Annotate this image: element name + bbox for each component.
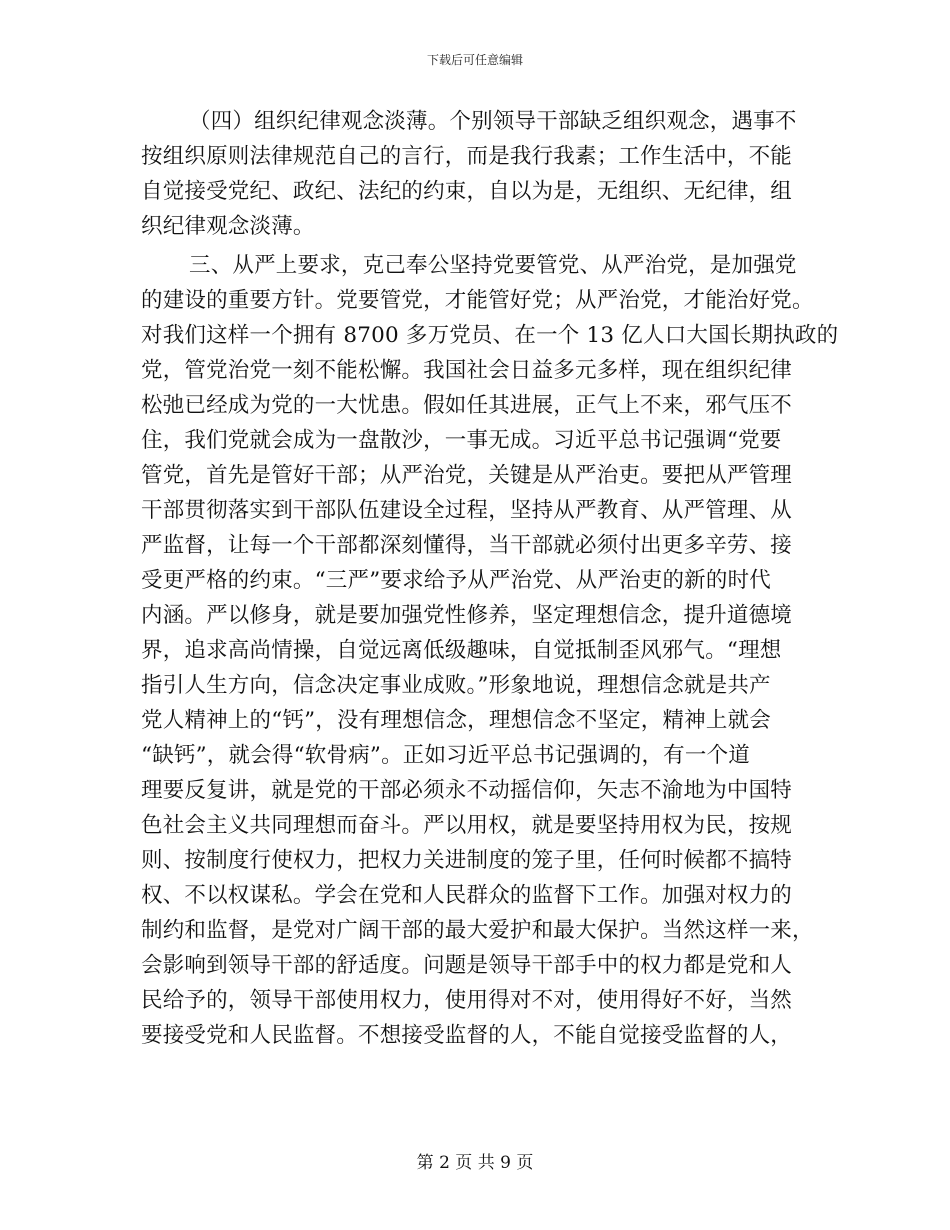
paragraph xyxy=(141,104,809,244)
text-line: 按组织原则法律规范自己的言行，而是我行我素；工作生活中，不能 xyxy=(141,144,793,169)
text-line: 党，管党治党一刻不能松懈。我国社会日益多元多样，现在组织纪律 xyxy=(141,358,793,383)
text-line: 管党，首先是管好干部；从严治党，关键是从严治吏。要把从严管理 xyxy=(141,463,793,488)
text-line: 织纪律观念淡薄。 xyxy=(141,214,315,239)
text-line: 党人精神上的“钙”，没有理想信念，理想信念不坚定，精神上就会 xyxy=(141,708,771,733)
text-line: 严监督，让每一个干部都深刻懂得，当干部就必须付出更多辛劳、接 xyxy=(141,533,793,558)
text-line: （四）组织纪律观念淡薄。个别领导干部缺乏组织观念，遇事不 xyxy=(189,109,797,134)
text-line: 的建设的重要方针。党要管党，才能管好党；从严治党，才能治好党。 xyxy=(141,288,814,313)
text-line: 松弛已经成为党的一大忧患。假如任其进展，正气上不来，邪气压不 xyxy=(141,393,793,418)
text-line: 对我们这样一个拥有 8700 多万党员、在一个 13 亿人口大国长期执政的 xyxy=(141,323,839,348)
text-line: 要接受党和人民监督。不想接受监督的人，不能自觉接受监督的人， xyxy=(141,1023,793,1048)
text-line: 界，追求高尚情操，自觉远离低级趣味，自觉抵制歪风邪气。“理想 xyxy=(141,638,782,663)
document-body xyxy=(141,104,839,1053)
text-line: 则、按制度行使权力，把权力关进制度的笼子里，任何时候都不搞特 xyxy=(141,848,793,873)
text-line: 色社会主义共同理想而奋斗。严以用权，就是要坚持用权为民，按规 xyxy=(141,813,793,838)
text-line: 受更严格的约束。“三严”要求给予从严治党、从严治吏的新的时代 xyxy=(141,568,771,593)
page-number: 第 2 页 共 9 页 xyxy=(416,1153,534,1173)
text-line: 制约和监督，是党对广阔干部的最大爱护和最大保护。当然这样一来， xyxy=(141,918,814,943)
text-line: 指引人生方向，信念决定事业成败。”形象地说，理想信念就是共产 xyxy=(141,673,771,698)
paragraph xyxy=(141,248,839,1053)
text-line: 权、不以权谋私。学会在党和人民群众的监督下工作。加强对权力的 xyxy=(141,883,793,908)
text-line: 自觉接受党纪、政纪、法纪的约束，自以为是，无组织、无纪律，组 xyxy=(141,179,793,204)
text-line: 会影响到领导干部的舒适度。问题是领导干部手中的权力都是党和人 xyxy=(141,953,793,978)
text-line: 内涵。严以修身，就是要加强党性修养，坚定理想信念，提升道德境 xyxy=(141,603,793,628)
page-header-note: 下载后可任意编辑 xyxy=(426,53,523,67)
text-line: 民给予的，领导干部使用权力，使用得对不对，使用得好不好，当然 xyxy=(141,988,793,1013)
text-line: “缺钙”，就会得“软骨病”。正如习近平总书记强调的，有一个道 xyxy=(141,743,750,768)
text-line: 理要反复讲，就是党的干部必须永不动摇信仰，矢志不渝地为中国特 xyxy=(141,778,793,803)
text-line: 三、从严上要求，克己奉公坚持党要管党、从严治党，是加强党 xyxy=(189,253,797,278)
text-line: 干部贯彻落实到干部队伍建设全过程，坚持从严教育、从严管理、从 xyxy=(141,498,793,523)
text-line: 住，我们党就会成为一盘散沙，一事无成。习近平总书记强调“党要 xyxy=(141,428,782,453)
